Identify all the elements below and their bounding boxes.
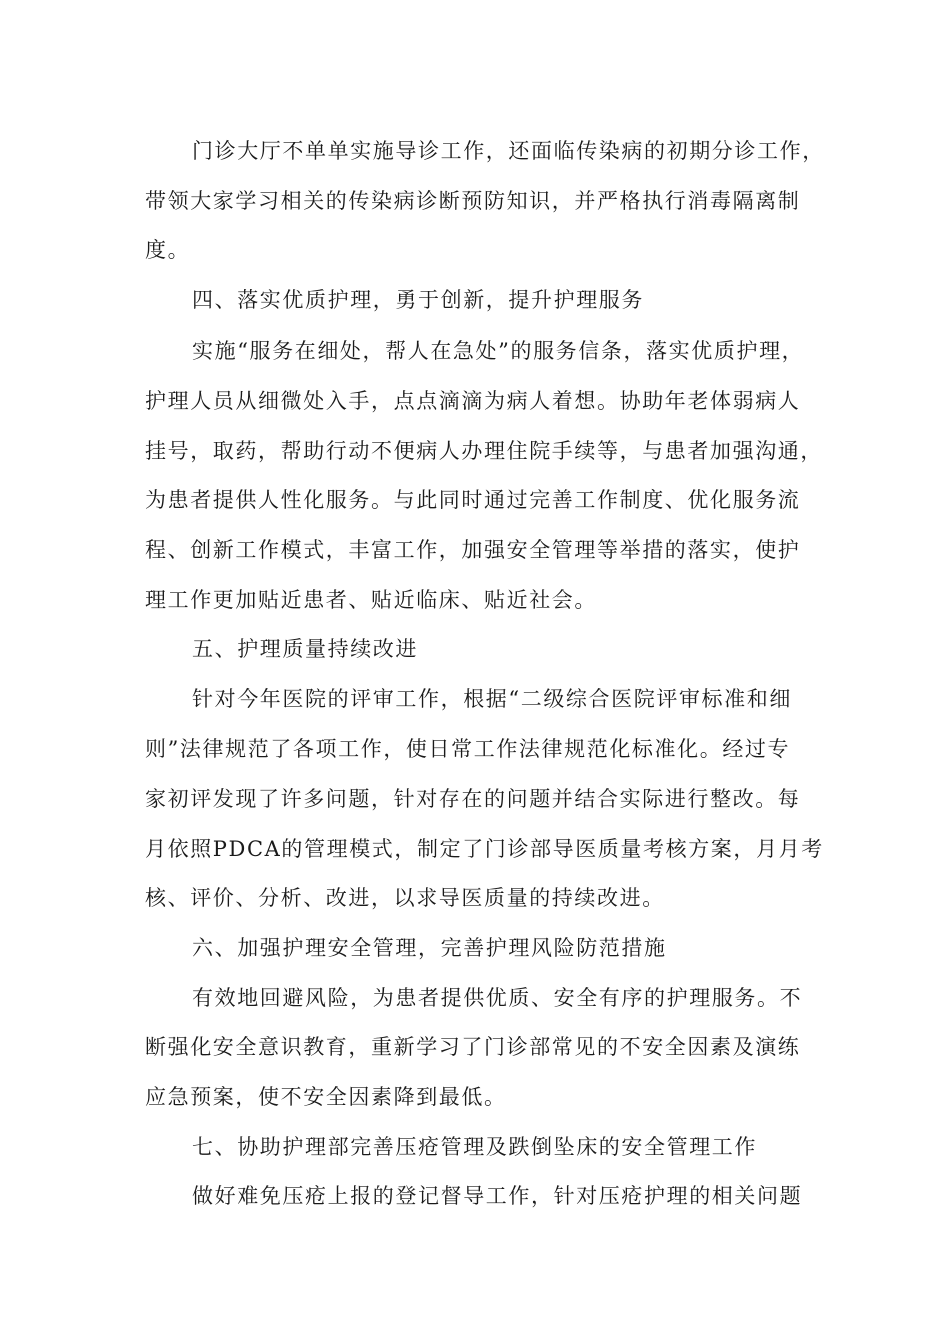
body-line: 则”法律规范了各项工作，使日常工作法律规范化标准化。经过专 [145, 737, 791, 761]
section-heading: 六、加强护理安全管理，完善护理风险防范措施 [192, 936, 667, 960]
section-heading: 五、护理质量持续改进 [192, 637, 418, 661]
body-line: 带领大家学习相关的传染病诊断预防知识，并严格执行消毒隔离制 [145, 189, 801, 213]
body-line: 针对今年医院的评审工作，根据“二级综合医院评审标准和细 [192, 687, 792, 711]
body-line: 度。 [145, 238, 191, 262]
body-line: 应急预案，使不安全因素降到最低。 [145, 1085, 507, 1109]
body-line: 门诊大厅不单单实施导诊工作，还面临传染病的初期分诊工作， [192, 139, 825, 163]
body-line: 理工作更加贴近患者、贴近临床、贴近社会。 [145, 588, 597, 612]
body-line: 为患者提供人性化服务。与此同时通过完善工作制度、优化服务流 [145, 488, 801, 512]
body-line: 挂号，取药，帮助行动不便病人办理住院手续等，与患者加强沟通， [145, 439, 823, 463]
body-line: 断强化安全意识教育，重新学习了门诊部常见的不安全因素及演练 [145, 1035, 801, 1059]
body-line: 月依照PDCA的管理模式，制定了门诊部导医质量考核方案，月月考 [145, 837, 824, 861]
section-heading: 四、落实优质护理，勇于创新，提升护理服务 [192, 288, 644, 312]
body-line: 程、创新工作模式，丰富工作，加强安全管理等举措的落实，使护 [145, 538, 801, 562]
body-line: 家初评发现了许多问题，针对存在的问题并结合实际进行整改。每 [145, 787, 801, 811]
body-line: 核、评价、分析、改进，以求导医质量的持续改进。 [145, 886, 665, 910]
section-heading: 七、协助护理部完善压疮管理及跌倒坠床的安全管理工作 [192, 1135, 757, 1159]
body-line: 护理人员从细微处入手，点点滴滴为病人着想。协助年老体弱病人 [145, 389, 801, 413]
body-line: 有效地回避风险，为患者提供优质、安全有序的护理服务。不 [192, 986, 803, 1010]
body-line: 实施“服务在细处，帮人在急处”的服务信条，落实优质护理， [192, 339, 805, 363]
body-line: 做好难免压疮上报的登记督导工作，针对压疮护理的相关问题 [192, 1184, 803, 1208]
